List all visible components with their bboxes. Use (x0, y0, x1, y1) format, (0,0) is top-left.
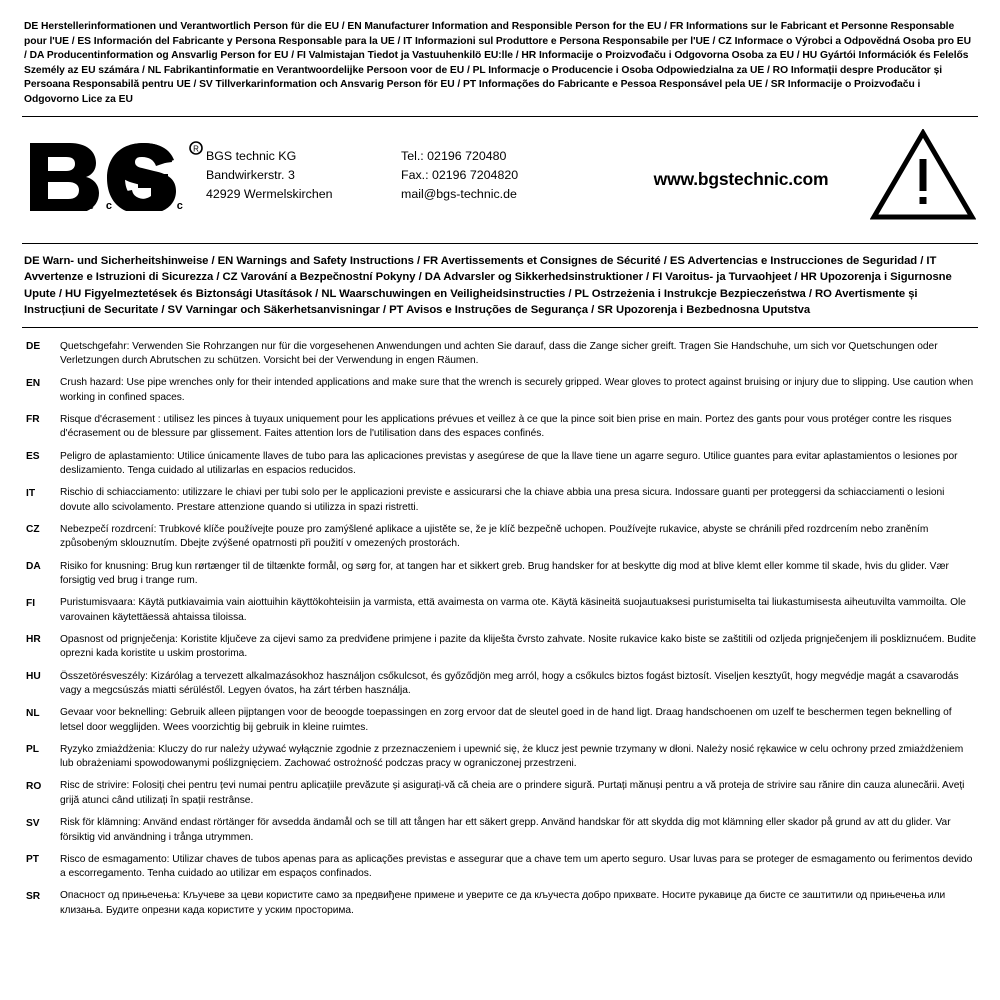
language-code: EN (26, 377, 41, 389)
language-code: HU (26, 671, 41, 682)
language-code: FI (26, 597, 36, 609)
list-item (26, 486, 976, 515)
language-text: Опасност од прињечења: Кључеве за цеви користите само за предвиђене примене и уверите се да кључеста добро прихвате. Носите рукавице да бисте се заштитили од прињечења или клизања. Будите опрезни када користите у уским просторима. (60, 890, 946, 917)
list-item (26, 743, 976, 772)
language-text: Összetörésveszély: Kizárólag a tervezett alkalmazásokhoz használjon csőkulcsot, és győződjön meg arról, hogy a csőkulcs biztos fogást biztosít. Viseljen kesztyűt, hogy megvédje magát a csavarodás vagy a megcsúszás miatti sérüléstől. Legyen óvatos, ha zárt térben használja. (60, 670, 959, 697)
company-city: 42929 Wermelskirchen (206, 187, 333, 202)
company-tel: Tel.: 02196 720480 (401, 149, 507, 164)
manufacturer-info-header: DE Herstellerinformationen und Verantwortlich Person für die EU / EN Manufacturer Information and Responsible Person for the EU / FR Informations sur le Fabricant et Personne Responsable pour l'UE / ES Información del Fabricante y Persona Responsable para la UE / IT Informazioni sul Produttore e Persona Responsabile per l'UE / CZ Informace o Výrobci a Odpovědná Osoba pro EU / DA Producentinformation og Ansvarlig Person for EU / FI Valmistajan Tiedot ja Vastuuhenkilö EU:lle / HR Informacije o Proizvođaču i Odgovorna Osoba za EU / HU Gyártói Információk és Felelős Személy az EU számára / NL Fabrikantinformatie en Verantwoordelijke Persoon voor de EU / PL Informacje o Producencie i Osoba Odpowiedzialna za UE / RO Informații despre Producător și Persoana Responsabilă pentru UE / SV Tillverkarinformation och Ansvarig Person för EU / PT Informações do Fabricante e Pessoa Responsável pela UE / SR Informacije o Proizvođaču i Odgovorno Lice za EU (24, 21, 971, 106)
language-text: Risc de strivire: Folosiți chei pentru țevi numai pentru aplicațiile prevăzute și asigurați-vă că cheia are o prindere sigură. Purtați mănuși pentru a vă proteja de strivire sau rănire din cauza alunecării. Aveți grijă atunci când utilizați în spații restrânse. (60, 780, 965, 807)
language-text: Risiko for knusning: Brug kun rørtænger til de tiltænkte formål, og sørg for, at tangen har et sikkert greb. Brug handsker for at beskytte dig mod at blive klemt eller komme til skade, hvis du glider. Vær forsigtig ved brug i trange rum. (60, 560, 949, 587)
list-item (26, 340, 976, 369)
company-band (22, 117, 978, 235)
list-item (26, 706, 976, 735)
language-instructions-list (22, 328, 978, 919)
language-text: Crush hazard: Use pipe wrenches only for their intended applications and make sure that the wrench is securely gripped. Wear gloves to protect against bruising or injury due to slipping. Use caution when working in confined spaces. (60, 377, 974, 403)
language-code: RO (26, 780, 42, 792)
language-text: Quetschgefahr: Verwenden Sie Rohrzangen nur für die vorgesehenen Anwendungen und achten Sie darauf, dass die Zange sicher greift. Tragen Sie Handschuhe, um sich vor Quetschungen oder Verletzungen durch Abrutschen zu schützen. Vorsicht bei der Verwendung in engen Räumen. (60, 340, 938, 367)
list-item (26, 633, 976, 662)
warning-triangle (866, 129, 976, 221)
company-mail: mail@bgs-technic.de (401, 187, 517, 202)
language-text: Risk för klämning: Använd endast rörtänger för avsedda ändamål och se till att tången har ett säkert grepp. Använd handskar för att skydda dig mot klämning eller skador på grund av att du glider. Var försiktig vid användning i trånga utrymmen. (60, 817, 951, 843)
company-name: BGS technic KG (206, 149, 297, 164)
language-text: Gevaar voor beknelling: Gebruik alleen pijptangen voor de beoogde toepassingen en zorg ervoor dat de sleutel goed in de hand ligt. Draag handschoenen om uzelf te beschermen tegen beknelling of letsel door wegglijden. Wees voorzichtig bij gebruik in kleine ruimtes. (60, 707, 952, 733)
list-item (26, 779, 976, 808)
language-code: HR (26, 634, 41, 646)
list-item (26, 853, 976, 882)
list-item (26, 376, 976, 405)
language-text: Risque d'écrasement : utilisez les pinces à tuyaux uniquement pour les applications prévues et veillez à ce que la pince soit bien prise en main. Portez des gants pour vous protéger contre les risques d'écrasement ou de blessure par glissement. Faites attention lors de l'utilisation dans des espaces confinés. (60, 413, 952, 440)
language-code: SR (26, 890, 41, 902)
company-website: www.bgstechnic.com (653, 169, 829, 190)
language-text: Puristumisvaara: Käytä putkiavaimia vain aiottuihin käyttökohteisiin ja varmista, että avaimesta on varma ote. Käytä käsineitä suojautuaksesi puristumiselta tai liukastumisesta aiheutuvilta vammoilta. Ole varovainen käytettäessä ahtaissa tiloissa. (60, 597, 966, 623)
language-text: Rischio di schiacciamento: utilizzare le chiavi per tubi solo per le applicazioni previste e assicurarsi che la chiave abbia una presa sicura. Indossare guanti per proteggersi da schiacciamenti o lesioni dovute allo scivolamento. Prestare attenzione quando si utilizza in spazi ristretti. (60, 487, 945, 513)
language-code: SV (26, 817, 40, 829)
language-code: PL (26, 744, 40, 756)
language-code: DA (26, 561, 41, 573)
language-code: NL (26, 707, 40, 719)
language-code: FR (26, 414, 40, 426)
list-item (26, 413, 976, 442)
warning-triangle-icon (870, 129, 976, 221)
svg-text:R: R (193, 144, 199, 154)
company-fax: Fax.: 02196 7204820 (401, 168, 519, 183)
company-contact (401, 145, 616, 204)
bgs-logo-icon (24, 139, 204, 211)
company-address (206, 145, 401, 204)
language-code: PT (26, 854, 40, 866)
language-text: Opasnost od prignječenja: Koristite ključeve za cijevi samo za predviđene primjene i pazite da kliješta čvrsto zahvate. Nosite rukavice kako biste se zaštitili od ozljeda prignječenjem ili poskliznućem. Budite oprezni kada koristite u uskim prostorima. (60, 633, 976, 660)
list-item (26, 523, 976, 552)
language-text: Ryzyko zmiażdżenia: Kluczy do rur należy używać wyłącznie zgodnie z przeznaczeniem i upewnić się, że klucz jest pewnie trzymany w dłoni. Należy nosić rękawice w celu ochrony przed zmiażdżeniem lub obrażeniami spowodowanymi poślizgnięciem. Zachować ostrożność podczas pracy w ograniczonej przestrzeni. (60, 743, 964, 770)
list-item (26, 450, 976, 479)
language-text: Peligro de aplastamiento: Utilice únicamente llaves de tubo para las aplicaciones previstas y asegúrese de que la llave tiene un agarre seguro. Utilice guantes para evitar aplastamientos o lesiones por deslizamiento. Tenga cuidado al utilizarlas en espacios reducidos. (60, 450, 958, 477)
list-item (26, 560, 976, 589)
safety-instructions-heading: DE Warn- und Sicherheitshinweise / EN Warnings and Safety Instructions / FR Avertissements et Consignes de Sécurité / ES Advertencias e Instrucciones de Seguridad / IT Avvertenze e Istruzioni di Sicurezza / CZ Varování a Bezpečnostní Pokyny / DA Advarsler og Sikkerhedsinstruktioner / FI Varoitus- ja Turvaohjeet / HR Upozorenja i Sigurnosne Upute / HU Figyelmeztetések és Biztonsági Utasítások / NL Waarschuwingen en Veiligheidsinstructies / PL Ostrzeżenia i Instrukcje Bezpieczeństwa / RO Avertismente și Instrucțiuni de Securitate / SV Varningar och Säkerhetsanvisningar / PT Avisos e Instruções de Segurança / SR Upozorenja i Bezbednosna Uputstva (24, 254, 952, 317)
language-code: IT (26, 487, 36, 499)
list-item (26, 670, 976, 699)
language-code: ES (26, 451, 40, 463)
list-item (26, 596, 976, 625)
bgs-logo (24, 139, 206, 211)
svg-text:t e c h n i c: t e c h n i c (72, 199, 188, 211)
language-text: Nebezpečí rozdrcení: Trubkové klíče používejte pouze pro zamýšlené aplikace a ujistěte se, že je klíč bezpečně uchopen. Používejte rukavice, abyste se chránili před rozdrcením nebo zraněním způsobeným sklouznutím. Dbejte zvýšené opatrnosti při použití v omezených prostorách. (60, 523, 929, 550)
list-item (26, 816, 976, 845)
language-code: DE (26, 341, 41, 353)
list-item (26, 889, 976, 918)
company-street: Bandwirkerstr. 3 (206, 168, 295, 183)
language-code: CZ (26, 524, 40, 536)
language-text: Risco de esmagamento: Utilizar chaves de tubos apenas para as aplicações previstas e assegurar que a chave tem um aperto seguro. Usar luvas para se proteger de esmagamento ou ferimentos devido a escorregamento. Tenha cuidado ao utilizar em espaços confinados. (60, 853, 973, 880)
